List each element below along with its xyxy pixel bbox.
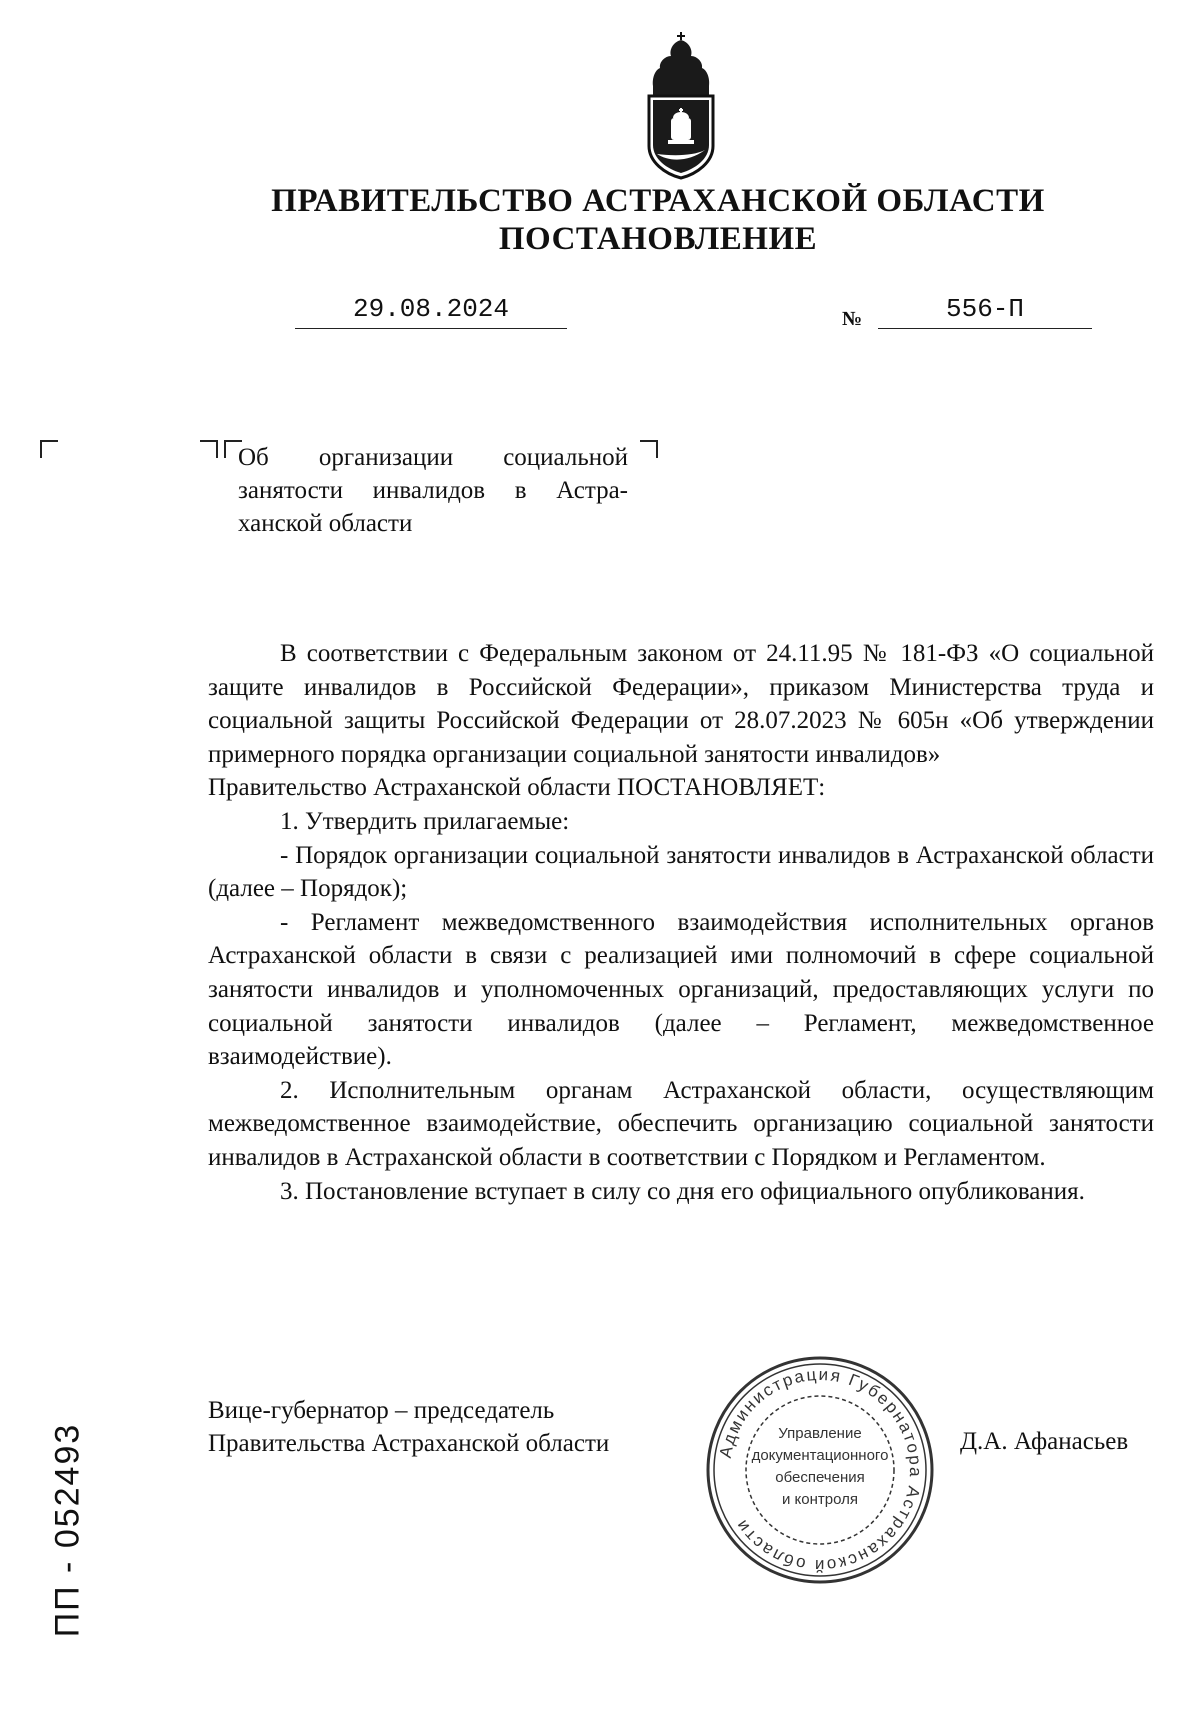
item-3-paragraph: 3. Постановление вступает в силу со дня его официального опубликования. [280, 1177, 1085, 1205]
corner-mark-subject-right [640, 440, 658, 458]
position-line: Вице-губернатор – председатель [208, 1397, 555, 1424]
form-serial-number [38, 1400, 98, 1660]
preamble-paragraph: В соответствии с Федеральным законом от 24.11.95 № 181-ФЗ «О социальной защите инвалидов в Российской Федерации», приказом Министерства труда и социальной защиты Российской Федерации от 28.07.2023 № 605н «Об утверждении примерного порядка организации социальной занятости инвалидов» [208, 640, 1154, 768]
item-1b-paragraph: - Регламент межведомственного взаимодействия исполнительных органов Астраханской области в связи с реализацией ими полномочий в сфере социальной занятости инвалидов и уполномоченных организаций, предоставляющих услуги по социальной занятости инвалидов (далее – Регламент, межведомственное взаимодействие). [208, 908, 1154, 1071]
serial-text: ПП - 052493 [48, 1422, 87, 1638]
stamp-outer-text: Администрация Губернатора Астраханской области [715, 1364, 926, 1576]
item-2-paragraph: 2. Исполнительным органам Астраханской области, осуществляющим межведомственное взаимодействие, обеспечить организацию социальной занятости инвалидов в Астраханской области в соответствии с Порядком и Регламентом. [208, 1076, 1154, 1171]
stamp-inner-line: документационного [751, 1447, 889, 1464]
item-1-paragraph: 1. Утвердить прилагаемые: [280, 807, 570, 835]
document-subject [238, 441, 628, 540]
subject-line: ханской области [238, 510, 413, 537]
number-sign: № [842, 308, 863, 330]
stamp-inner-line: и контроля [781, 1491, 859, 1508]
subject-line: занятости инвалидов в Астра- [238, 477, 628, 504]
document-date: 29.08.2024 [352, 294, 510, 324]
resolution-paragraph: Правительство Астраханской области ПОСТАНОВЛЯЕТ: [208, 774, 826, 802]
position-line: Правительства Астраханской области [208, 1430, 610, 1457]
subject-line: Об организации социальной [238, 444, 628, 471]
corner-mark-left [40, 440, 58, 458]
date-underline [295, 328, 567, 329]
stamp-inner-line: Управление [778, 1425, 862, 1442]
coat-of-arms-icon [643, 28, 719, 180]
signatory-name: Д.А. Афанасьев [960, 1428, 1129, 1455]
document-body [208, 637, 1154, 1208]
item-1a-paragraph: - Порядок организации социальной занятости инвалидов в Астраханской области (далее – Порядок); [208, 841, 1154, 903]
official-stamp [700, 1350, 940, 1590]
number-underline [878, 328, 1092, 329]
corner-mark-subject-left-a [200, 440, 218, 458]
signatory-position [208, 1394, 609, 1460]
document-number: 556-П [945, 294, 1024, 324]
government-title: ПРАВИТЕЛЬСТВО АСТРАХАНСКОЙ ОБЛАСТИ [271, 183, 1045, 219]
document-type-title: ПОСТАНОВЛЕНИЕ [498, 221, 818, 257]
stamp-inner-line: обеспечения [775, 1469, 865, 1486]
